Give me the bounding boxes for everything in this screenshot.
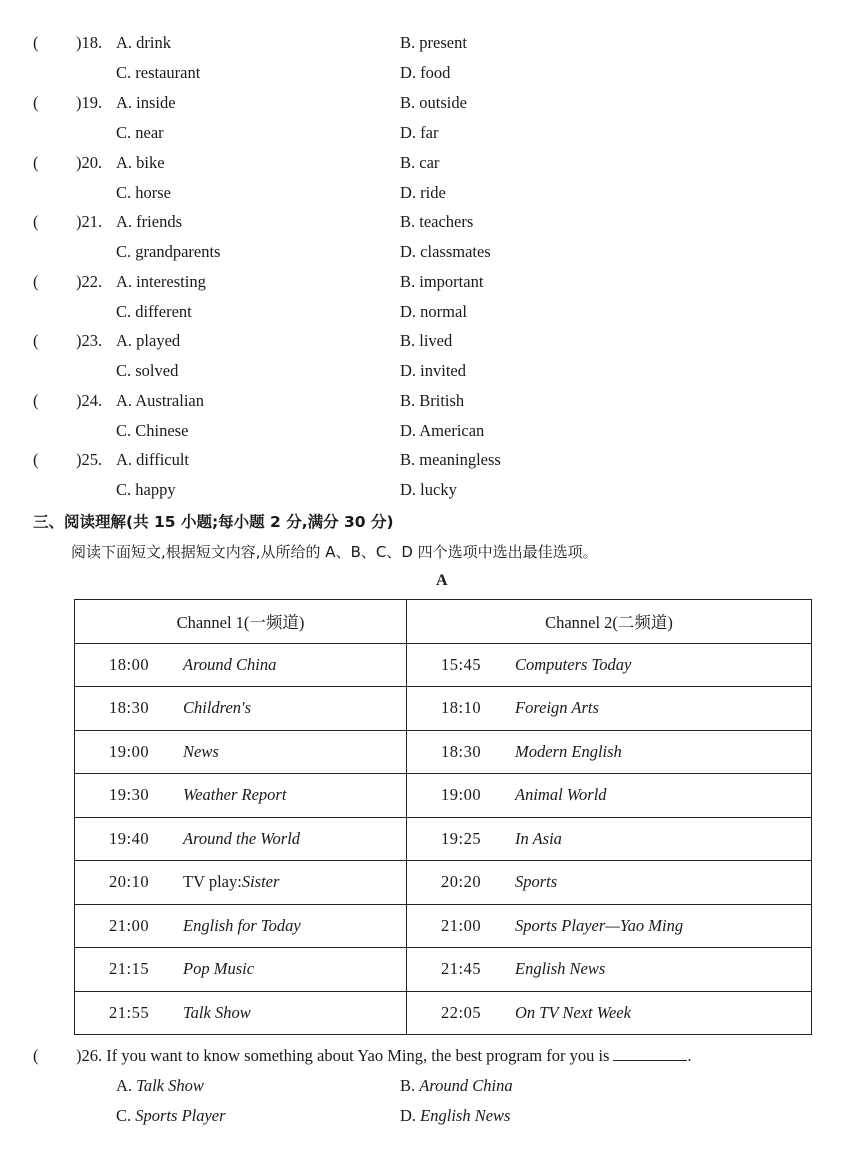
option-c: C. restaurant bbox=[116, 63, 201, 82]
answer-paren[interactable]: ( bbox=[33, 391, 39, 410]
option-c: C. grandparents bbox=[116, 242, 221, 261]
option-b: B. car bbox=[400, 153, 440, 172]
answer-paren[interactable]: ( bbox=[33, 153, 39, 172]
channel-1-program: Sister bbox=[241, 872, 280, 892]
channel-1-time: 20:10 bbox=[109, 872, 150, 892]
question-25 bbox=[0, 450, 852, 499]
channel-1-time: 21:15 bbox=[109, 959, 150, 979]
question-stem-line bbox=[76, 1046, 692, 1066]
channel-1-program: Children's bbox=[183, 698, 252, 718]
question-number: )20. bbox=[76, 153, 103, 172]
answer-blank[interactable] bbox=[613, 1046, 687, 1061]
option-d: D. lucky bbox=[400, 480, 457, 499]
section-instruction: 阅读下面短文,根据短文内容,从所给的 A、B、C、D 四个选项中选出最佳选项。 bbox=[71, 543, 598, 561]
option-a: A. Australian bbox=[116, 391, 204, 410]
channel-2-program: Sports bbox=[515, 872, 558, 892]
table-row bbox=[75, 861, 812, 905]
table-row bbox=[75, 774, 812, 818]
option-d bbox=[400, 1106, 510, 1126]
stem-period: . bbox=[687, 1046, 692, 1065]
option-d: D. normal bbox=[400, 302, 467, 321]
channel-2-program: Modern English bbox=[515, 741, 622, 761]
channel-1-header: Channel 1(一频道) bbox=[75, 600, 407, 644]
answer-paren[interactable]: ( bbox=[33, 331, 39, 350]
option-text: Around China bbox=[419, 1076, 513, 1095]
question-number: )25. bbox=[76, 450, 103, 469]
channel-2-program: English News bbox=[515, 959, 606, 979]
section-title: 三、阅读理解(共 15 小题;每小题 2 分,满分 30 分) bbox=[33, 513, 394, 531]
channel-1-time: 21:55 bbox=[109, 1002, 150, 1022]
option-b: B. lived bbox=[400, 331, 453, 350]
option-c: C. near bbox=[116, 123, 164, 142]
question-stem: )26. If you want to know something about Yao Ming, the best program for you is bbox=[76, 1046, 610, 1065]
table-row bbox=[75, 643, 812, 687]
option-a: A. difficult bbox=[116, 450, 190, 469]
channel-2-header: Channel 2(二频道) bbox=[407, 600, 812, 644]
channel-2-time: 19:00 bbox=[441, 785, 482, 805]
option-a: A. friends bbox=[116, 212, 182, 231]
option-d: D. American bbox=[400, 421, 485, 440]
question-number: )23. bbox=[76, 331, 103, 350]
channel-1-program: Weather Report bbox=[183, 785, 287, 805]
question-number: )24. bbox=[76, 391, 103, 410]
channel-2-program: Animal World bbox=[515, 785, 607, 805]
option-a bbox=[116, 1076, 204, 1096]
option-letter: A. bbox=[116, 1076, 137, 1095]
question-22 bbox=[0, 272, 852, 321]
answer-paren[interactable]: ( bbox=[33, 212, 39, 231]
question-18 bbox=[0, 33, 852, 82]
question-number: )22. bbox=[76, 272, 103, 291]
option-b bbox=[400, 1076, 513, 1096]
option-c: C. different bbox=[116, 302, 192, 321]
channel-1-program: Around China bbox=[183, 654, 277, 674]
option-letter: C. bbox=[116, 1106, 136, 1125]
channel-2-program: Sports Player—Yao Ming bbox=[515, 915, 684, 935]
channel-2-program: On TV Next Week bbox=[515, 1002, 631, 1022]
channel-2-time: 18:10 bbox=[441, 698, 482, 718]
option-c: C. horse bbox=[116, 183, 171, 202]
option-b: B. meaningless bbox=[400, 450, 501, 469]
question-number: )18. bbox=[76, 33, 103, 52]
channel-1-time: 19:00 bbox=[109, 741, 150, 761]
channel-1-program: Talk Show bbox=[183, 1002, 251, 1022]
channel-2-time: 22:05 bbox=[441, 1002, 482, 1022]
question-23 bbox=[0, 331, 852, 380]
channel-2-time: 15:45 bbox=[441, 654, 482, 674]
option-text: Sports Player bbox=[135, 1106, 226, 1125]
option-letter: B. bbox=[400, 1076, 420, 1095]
table-row bbox=[75, 687, 812, 731]
answer-paren[interactable]: ( bbox=[33, 1046, 39, 1065]
channel-2-program: In Asia bbox=[515, 828, 562, 848]
option-d: D. ride bbox=[400, 183, 446, 202]
channel-2-time: 20:20 bbox=[441, 872, 482, 892]
channel-1-program: Around the World bbox=[183, 828, 301, 848]
option-b: B. British bbox=[400, 391, 465, 410]
answer-paren[interactable]: ( bbox=[33, 272, 39, 291]
channel-1-program: English for Today bbox=[183, 915, 301, 935]
table-row bbox=[75, 730, 812, 774]
option-a: A. interesting bbox=[116, 272, 206, 291]
passage-label: A bbox=[436, 572, 448, 589]
option-c: C. Chinese bbox=[116, 421, 189, 440]
question-number: )21. bbox=[76, 212, 103, 231]
option-c bbox=[116, 1106, 226, 1126]
question-24 bbox=[0, 391, 852, 440]
table-row bbox=[75, 991, 812, 1035]
option-a: A. bike bbox=[116, 153, 165, 172]
question-19 bbox=[0, 93, 852, 142]
channel-2-time: 21:00 bbox=[441, 915, 482, 935]
option-d: D. invited bbox=[400, 361, 466, 380]
option-c: C. solved bbox=[116, 361, 179, 380]
option-d: D. classmates bbox=[400, 242, 491, 261]
answer-paren[interactable]: ( bbox=[33, 93, 39, 112]
option-a: A. inside bbox=[116, 93, 176, 112]
option-b: B. important bbox=[400, 272, 484, 291]
channel-1-program-prefix: TV play: bbox=[183, 872, 242, 892]
option-b: B. present bbox=[400, 33, 467, 52]
channel-1-time: 18:00 bbox=[109, 654, 150, 674]
option-a: A. played bbox=[116, 331, 181, 350]
question-number: )19. bbox=[76, 93, 103, 112]
option-text: Talk Show bbox=[136, 1076, 204, 1095]
option-b: B. teachers bbox=[400, 212, 474, 231]
channel-1-time: 18:30 bbox=[109, 698, 150, 718]
answer-paren[interactable]: ( bbox=[33, 33, 39, 52]
question-20 bbox=[0, 153, 852, 202]
option-d: D. food bbox=[400, 63, 451, 82]
question-21 bbox=[0, 212, 852, 261]
table-row bbox=[75, 817, 812, 861]
table-row bbox=[75, 948, 812, 992]
channel-2-time: 21:45 bbox=[441, 959, 482, 979]
channel-1-program: Pop Music bbox=[183, 959, 255, 979]
tv-schedule-table bbox=[74, 599, 812, 1035]
channel-1-time: 19:40 bbox=[109, 828, 150, 848]
option-b: B. outside bbox=[400, 93, 467, 112]
option-text: English News bbox=[420, 1106, 511, 1125]
option-c: C. happy bbox=[116, 480, 176, 499]
channel-2-time: 19:25 bbox=[441, 828, 482, 848]
channel-2-program: Foreign Arts bbox=[515, 698, 599, 718]
channel-2-program: Computers Today bbox=[515, 654, 632, 674]
channel-1-program: News bbox=[183, 741, 219, 761]
option-d: D. far bbox=[400, 123, 439, 142]
option-a: A. drink bbox=[116, 33, 171, 52]
table-header-row bbox=[75, 600, 812, 644]
option-letter: D. bbox=[400, 1106, 421, 1125]
channel-2-time: 18:30 bbox=[441, 741, 482, 761]
channel-1-time: 19:30 bbox=[109, 785, 150, 805]
table-row bbox=[75, 904, 812, 948]
channel-1-time: 21:00 bbox=[109, 915, 150, 935]
answer-paren[interactable]: ( bbox=[33, 450, 39, 469]
